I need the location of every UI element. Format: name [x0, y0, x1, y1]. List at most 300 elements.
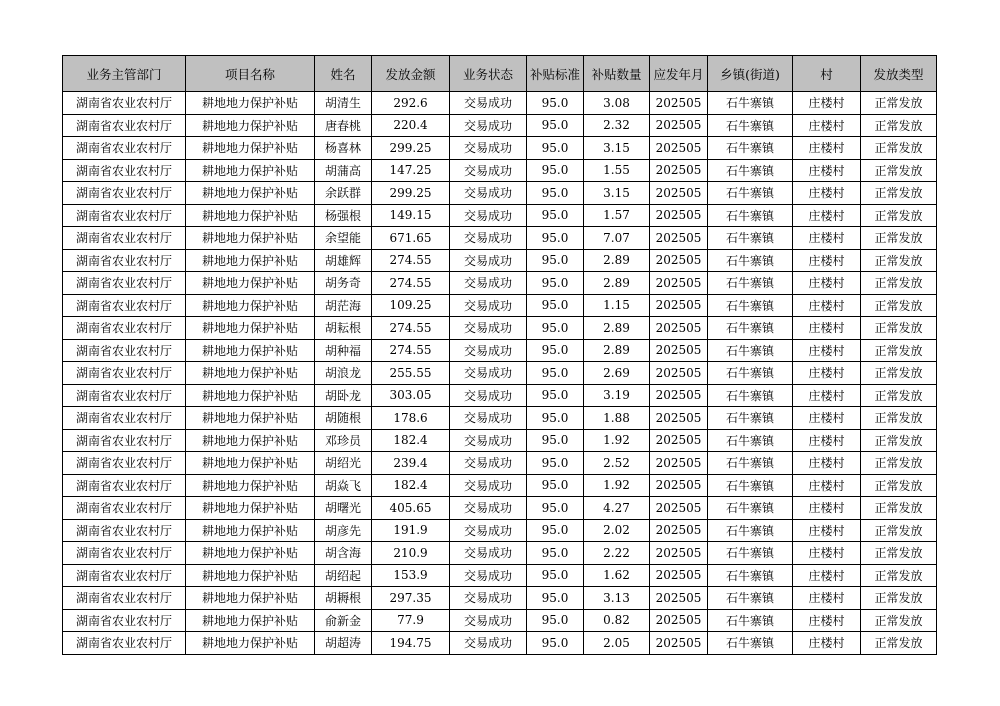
cell-township: 石牛寨镇 — [708, 317, 793, 340]
cell-quantity: 2.89 — [584, 272, 650, 295]
cell-quantity: 2.05 — [584, 632, 650, 655]
cell-standard: 95.0 — [527, 564, 584, 587]
cell-payment-type: 正常发放 — [861, 227, 937, 250]
table-row — [63, 204, 937, 227]
cell-payment-type: 正常发放 — [861, 272, 937, 295]
cell-standard: 95.0 — [527, 407, 584, 430]
table-row — [63, 294, 937, 317]
cell-project-name: 耕地地力保护补贴 — [186, 182, 315, 205]
cell-payment-type: 正常发放 — [861, 609, 937, 632]
column-header-project-name: 项目名称 — [186, 56, 315, 92]
column-header-status: 业务状态 — [450, 56, 527, 92]
column-header-standard: 补贴标准 — [527, 56, 584, 92]
cell-pay-month: 202505 — [650, 114, 708, 137]
cell-department: 湖南省农业农村厅 — [63, 564, 186, 587]
cell-quantity: 1.92 — [584, 474, 650, 497]
cell-amount: 210.9 — [372, 542, 450, 565]
cell-standard: 95.0 — [527, 609, 584, 632]
cell-status: 交易成功 — [450, 137, 527, 160]
cell-amount: 274.55 — [372, 272, 450, 295]
cell-name: 胡蒲高 — [315, 159, 372, 182]
cell-payment-type: 正常发放 — [861, 452, 937, 475]
cell-pay-month: 202505 — [650, 182, 708, 205]
cell-township: 石牛寨镇 — [708, 407, 793, 430]
cell-department: 湖南省农业农村厅 — [63, 609, 186, 632]
cell-department: 湖南省农业农村厅 — [63, 159, 186, 182]
cell-status: 交易成功 — [450, 159, 527, 182]
cell-township: 石牛寨镇 — [708, 542, 793, 565]
table-row — [63, 182, 937, 205]
cell-standard: 95.0 — [527, 339, 584, 362]
cell-payment-type: 正常发放 — [861, 362, 937, 385]
cell-status: 交易成功 — [450, 294, 527, 317]
cell-quantity: 2.89 — [584, 317, 650, 340]
cell-quantity: 2.32 — [584, 114, 650, 137]
cell-department: 湖南省农业农村厅 — [63, 407, 186, 430]
cell-department: 湖南省农业农村厅 — [63, 542, 186, 565]
cell-project-name: 耕地地力保护补贴 — [186, 339, 315, 362]
cell-project-name: 耕地地力保护补贴 — [186, 92, 315, 115]
cell-quantity: 2.69 — [584, 362, 650, 385]
cell-payment-type: 正常发放 — [861, 429, 937, 452]
table-row — [63, 272, 937, 295]
cell-village: 庄楼村 — [793, 339, 861, 362]
cell-payment-type: 正常发放 — [861, 564, 937, 587]
cell-department: 湖南省农业农村厅 — [63, 272, 186, 295]
cell-name: 胡耨根 — [315, 587, 372, 610]
cell-quantity: 3.13 — [584, 587, 650, 610]
cell-amount: 239.4 — [372, 452, 450, 475]
cell-quantity: 4.27 — [584, 497, 650, 520]
cell-standard: 95.0 — [527, 362, 584, 385]
cell-township: 石牛寨镇 — [708, 204, 793, 227]
cell-township: 石牛寨镇 — [708, 632, 793, 655]
cell-project-name: 耕地地力保护补贴 — [186, 159, 315, 182]
table-row — [63, 92, 937, 115]
cell-quantity: 7.07 — [584, 227, 650, 250]
cell-status: 交易成功 — [450, 609, 527, 632]
cell-village: 庄楼村 — [793, 362, 861, 385]
cell-village: 庄楼村 — [793, 474, 861, 497]
cell-village: 庄楼村 — [793, 497, 861, 520]
table-row — [63, 317, 937, 340]
cell-township: 石牛寨镇 — [708, 384, 793, 407]
cell-name: 杨喜林 — [315, 137, 372, 160]
cell-quantity: 1.15 — [584, 294, 650, 317]
cell-village: 庄楼村 — [793, 92, 861, 115]
cell-amount: 303.05 — [372, 384, 450, 407]
cell-project-name: 耕地地力保护补贴 — [186, 249, 315, 272]
cell-standard: 95.0 — [527, 294, 584, 317]
cell-village: 庄楼村 — [793, 182, 861, 205]
cell-department: 湖南省农业农村厅 — [63, 294, 186, 317]
cell-standard: 95.0 — [527, 474, 584, 497]
cell-standard: 95.0 — [527, 587, 584, 610]
cell-township: 石牛寨镇 — [708, 339, 793, 362]
table-row — [63, 564, 937, 587]
cell-pay-month: 202505 — [650, 362, 708, 385]
column-header-pay-month: 应发年月 — [650, 56, 708, 92]
cell-project-name: 耕地地力保护补贴 — [186, 114, 315, 137]
cell-status: 交易成功 — [450, 452, 527, 475]
cell-name: 胡绍起 — [315, 564, 372, 587]
cell-village: 庄楼村 — [793, 384, 861, 407]
cell-pay-month: 202505 — [650, 632, 708, 655]
cell-status: 交易成功 — [450, 632, 527, 655]
cell-status: 交易成功 — [450, 182, 527, 205]
cell-project-name: 耕地地力保护补贴 — [186, 317, 315, 340]
cell-township: 石牛寨镇 — [708, 609, 793, 632]
cell-township: 石牛寨镇 — [708, 227, 793, 250]
cell-amount: 147.25 — [372, 159, 450, 182]
table-row — [63, 542, 937, 565]
cell-pay-month: 202505 — [650, 92, 708, 115]
cell-township: 石牛寨镇 — [708, 452, 793, 475]
table-row — [63, 249, 937, 272]
cell-standard: 95.0 — [527, 227, 584, 250]
cell-pay-month: 202505 — [650, 137, 708, 160]
cell-payment-type: 正常发放 — [861, 519, 937, 542]
cell-amount: 274.55 — [372, 249, 450, 272]
table-row — [63, 362, 937, 385]
cell-village: 庄楼村 — [793, 429, 861, 452]
cell-township: 石牛寨镇 — [708, 497, 793, 520]
cell-payment-type: 正常发放 — [861, 384, 937, 407]
cell-village: 庄楼村 — [793, 294, 861, 317]
table-row — [63, 587, 937, 610]
cell-standard: 95.0 — [527, 92, 584, 115]
cell-amount: 299.25 — [372, 182, 450, 205]
cell-project-name: 耕地地力保护补贴 — [186, 272, 315, 295]
cell-standard: 95.0 — [527, 632, 584, 655]
column-header-name: 姓名 — [315, 56, 372, 92]
table-row — [63, 632, 937, 655]
cell-pay-month: 202505 — [650, 452, 708, 475]
cell-name: 俞新金 — [315, 609, 372, 632]
cell-village: 庄楼村 — [793, 272, 861, 295]
table-row — [63, 137, 937, 160]
cell-quantity: 2.22 — [584, 542, 650, 565]
cell-department: 湖南省农业农村厅 — [63, 452, 186, 475]
cell-payment-type: 正常发放 — [861, 587, 937, 610]
cell-department: 湖南省农业农村厅 — [63, 497, 186, 520]
cell-name: 胡耘根 — [315, 317, 372, 340]
cell-village: 庄楼村 — [793, 519, 861, 542]
table-row — [63, 519, 937, 542]
cell-township: 石牛寨镇 — [708, 294, 793, 317]
cell-name: 胡茫海 — [315, 294, 372, 317]
cell-name: 余望能 — [315, 227, 372, 250]
table-row — [63, 497, 937, 520]
cell-village: 庄楼村 — [793, 317, 861, 340]
table-row — [63, 474, 937, 497]
cell-status: 交易成功 — [450, 519, 527, 542]
cell-project-name: 耕地地力保护补贴 — [186, 474, 315, 497]
cell-project-name: 耕地地力保护补贴 — [186, 204, 315, 227]
cell-amount: 299.25 — [372, 137, 450, 160]
cell-amount: 182.4 — [372, 429, 450, 452]
cell-payment-type: 正常发放 — [861, 182, 937, 205]
cell-quantity: 3.19 — [584, 384, 650, 407]
cell-name: 胡焱飞 — [315, 474, 372, 497]
table-row — [63, 429, 937, 452]
cell-standard: 95.0 — [527, 542, 584, 565]
cell-amount: 109.25 — [372, 294, 450, 317]
cell-pay-month: 202505 — [650, 474, 708, 497]
cell-quantity: 1.88 — [584, 407, 650, 430]
cell-project-name: 耕地地力保护补贴 — [186, 407, 315, 430]
cell-department: 湖南省农业农村厅 — [63, 249, 186, 272]
cell-amount: 153.9 — [372, 564, 450, 587]
cell-project-name: 耕地地力保护补贴 — [186, 519, 315, 542]
cell-quantity: 3.15 — [584, 137, 650, 160]
cell-status: 交易成功 — [450, 272, 527, 295]
cell-name: 胡曙光 — [315, 497, 372, 520]
cell-project-name: 耕地地力保护补贴 — [186, 497, 315, 520]
cell-department: 湖南省农业农村厅 — [63, 227, 186, 250]
cell-village: 庄楼村 — [793, 249, 861, 272]
table-body — [63, 92, 937, 655]
cell-name: 胡含海 — [315, 542, 372, 565]
cell-village: 庄楼村 — [793, 407, 861, 430]
cell-status: 交易成功 — [450, 564, 527, 587]
cell-name: 胡务奇 — [315, 272, 372, 295]
cell-village: 庄楼村 — [793, 159, 861, 182]
cell-standard: 95.0 — [527, 317, 584, 340]
cell-amount: 297.35 — [372, 587, 450, 610]
cell-pay-month: 202505 — [650, 339, 708, 362]
cell-quantity: 2.89 — [584, 339, 650, 362]
cell-pay-month: 202505 — [650, 587, 708, 610]
cell-payment-type: 正常发放 — [861, 542, 937, 565]
cell-pay-month: 202505 — [650, 272, 708, 295]
cell-project-name: 耕地地力保护补贴 — [186, 429, 315, 452]
cell-township: 石牛寨镇 — [708, 429, 793, 452]
subsidy-table-container — [62, 55, 937, 655]
cell-township: 石牛寨镇 — [708, 519, 793, 542]
cell-name: 胡雄辉 — [315, 249, 372, 272]
cell-name: 胡超涛 — [315, 632, 372, 655]
cell-amount: 178.6 — [372, 407, 450, 430]
cell-project-name: 耕地地力保护补贴 — [186, 384, 315, 407]
cell-township: 石牛寨镇 — [708, 114, 793, 137]
cell-pay-month: 202505 — [650, 159, 708, 182]
cell-standard: 95.0 — [527, 429, 584, 452]
cell-status: 交易成功 — [450, 384, 527, 407]
column-header-payment-type: 发放类型 — [861, 56, 937, 92]
cell-department: 湖南省农业农村厅 — [63, 339, 186, 362]
cell-standard: 95.0 — [527, 114, 584, 137]
cell-name: 胡绍光 — [315, 452, 372, 475]
cell-name: 胡清生 — [315, 92, 372, 115]
cell-township: 石牛寨镇 — [708, 564, 793, 587]
cell-project-name: 耕地地力保护补贴 — [186, 452, 315, 475]
cell-project-name: 耕地地力保护补贴 — [186, 294, 315, 317]
cell-department: 湖南省农业农村厅 — [63, 519, 186, 542]
cell-status: 交易成功 — [450, 587, 527, 610]
cell-department: 湖南省农业农村厅 — [63, 92, 186, 115]
cell-township: 石牛寨镇 — [708, 272, 793, 295]
cell-status: 交易成功 — [450, 429, 527, 452]
cell-standard: 95.0 — [527, 384, 584, 407]
cell-quantity: 1.62 — [584, 564, 650, 587]
cell-status: 交易成功 — [450, 497, 527, 520]
cell-village: 庄楼村 — [793, 587, 861, 610]
cell-status: 交易成功 — [450, 407, 527, 430]
cell-department: 湖南省农业农村厅 — [63, 362, 186, 385]
cell-pay-month: 202505 — [650, 204, 708, 227]
table-row — [63, 452, 937, 475]
cell-standard: 95.0 — [527, 452, 584, 475]
cell-status: 交易成功 — [450, 92, 527, 115]
cell-payment-type: 正常发放 — [861, 474, 937, 497]
cell-amount: 671.65 — [372, 227, 450, 250]
cell-payment-type: 正常发放 — [861, 294, 937, 317]
cell-amount: 191.9 — [372, 519, 450, 542]
cell-village: 庄楼村 — [793, 452, 861, 475]
cell-standard: 95.0 — [527, 519, 584, 542]
cell-pay-month: 202505 — [650, 407, 708, 430]
cell-standard: 95.0 — [527, 159, 584, 182]
cell-amount: 77.9 — [372, 609, 450, 632]
cell-quantity: 2.02 — [584, 519, 650, 542]
cell-village: 庄楼村 — [793, 227, 861, 250]
cell-payment-type: 正常发放 — [861, 497, 937, 520]
cell-standard: 95.0 — [527, 249, 584, 272]
cell-township: 石牛寨镇 — [708, 159, 793, 182]
cell-department: 湖南省农业农村厅 — [63, 317, 186, 340]
cell-payment-type: 正常发放 — [861, 137, 937, 160]
table-row — [63, 339, 937, 362]
cell-township: 石牛寨镇 — [708, 182, 793, 205]
table-row — [63, 227, 937, 250]
cell-pay-month: 202505 — [650, 294, 708, 317]
cell-name: 胡随根 — [315, 407, 372, 430]
cell-standard: 95.0 — [527, 272, 584, 295]
cell-quantity: 3.08 — [584, 92, 650, 115]
cell-payment-type: 正常发放 — [861, 249, 937, 272]
cell-pay-month: 202505 — [650, 497, 708, 520]
cell-amount: 274.55 — [372, 317, 450, 340]
cell-department: 湖南省农业农村厅 — [63, 384, 186, 407]
cell-department: 湖南省农业农村厅 — [63, 204, 186, 227]
cell-amount: 182.4 — [372, 474, 450, 497]
cell-village: 庄楼村 — [793, 542, 861, 565]
cell-quantity: 0.82 — [584, 609, 650, 632]
cell-standard: 95.0 — [527, 182, 584, 205]
cell-township: 石牛寨镇 — [708, 137, 793, 160]
cell-payment-type: 正常发放 — [861, 92, 937, 115]
cell-village: 庄楼村 — [793, 609, 861, 632]
cell-project-name: 耕地地力保护补贴 — [186, 632, 315, 655]
cell-pay-month: 202505 — [650, 564, 708, 587]
cell-status: 交易成功 — [450, 114, 527, 137]
cell-department: 湖南省农业农村厅 — [63, 587, 186, 610]
cell-pay-month: 202505 — [650, 384, 708, 407]
cell-quantity: 2.89 — [584, 249, 650, 272]
cell-name: 杨强根 — [315, 204, 372, 227]
cell-village: 庄楼村 — [793, 204, 861, 227]
cell-status: 交易成功 — [450, 542, 527, 565]
table-row — [63, 114, 937, 137]
column-header-amount: 发放金额 — [372, 56, 450, 92]
cell-amount: 149.15 — [372, 204, 450, 227]
cell-payment-type: 正常发放 — [861, 114, 937, 137]
cell-project-name: 耕地地力保护补贴 — [186, 362, 315, 385]
cell-village: 庄楼村 — [793, 564, 861, 587]
cell-payment-type: 正常发放 — [861, 204, 937, 227]
cell-status: 交易成功 — [450, 339, 527, 362]
cell-status: 交易成功 — [450, 317, 527, 340]
cell-pay-month: 202505 — [650, 542, 708, 565]
cell-village: 庄楼村 — [793, 632, 861, 655]
cell-quantity: 1.92 — [584, 429, 650, 452]
cell-project-name: 耕地地力保护补贴 — [186, 587, 315, 610]
cell-name: 余跃群 — [315, 182, 372, 205]
cell-payment-type: 正常发放 — [861, 407, 937, 430]
cell-name: 胡彦先 — [315, 519, 372, 542]
cell-name: 唐春桃 — [315, 114, 372, 137]
cell-department: 湖南省农业农村厅 — [63, 474, 186, 497]
column-header-quantity: 补贴数量 — [584, 56, 650, 92]
cell-department: 湖南省农业农村厅 — [63, 429, 186, 452]
cell-pay-month: 202505 — [650, 429, 708, 452]
cell-name: 胡卧龙 — [315, 384, 372, 407]
cell-township: 石牛寨镇 — [708, 249, 793, 272]
cell-status: 交易成功 — [450, 227, 527, 250]
cell-project-name: 耕地地力保护补贴 — [186, 227, 315, 250]
header-row — [63, 56, 937, 92]
column-header-village: 村 — [793, 56, 861, 92]
cell-quantity: 2.52 — [584, 452, 650, 475]
cell-name: 邓珍员 — [315, 429, 372, 452]
cell-department: 湖南省农业农村厅 — [63, 137, 186, 160]
cell-payment-type: 正常发放 — [861, 159, 937, 182]
cell-pay-month: 202505 — [650, 317, 708, 340]
cell-amount: 220.4 — [372, 114, 450, 137]
cell-project-name: 耕地地力保护补贴 — [186, 564, 315, 587]
cell-pay-month: 202505 — [650, 609, 708, 632]
cell-payment-type: 正常发放 — [861, 339, 937, 362]
cell-amount: 194.75 — [372, 632, 450, 655]
cell-amount: 255.55 — [372, 362, 450, 385]
subsidy-table — [62, 55, 937, 655]
table-row — [63, 407, 937, 430]
cell-status: 交易成功 — [450, 204, 527, 227]
cell-department: 湖南省农业农村厅 — [63, 114, 186, 137]
cell-department: 湖南省农业农村厅 — [63, 632, 186, 655]
cell-quantity: 1.55 — [584, 159, 650, 182]
cell-amount: 405.65 — [372, 497, 450, 520]
cell-township: 石牛寨镇 — [708, 362, 793, 385]
cell-amount: 274.55 — [372, 339, 450, 362]
cell-project-name: 耕地地力保护补贴 — [186, 609, 315, 632]
cell-village: 庄楼村 — [793, 114, 861, 137]
table-row — [63, 609, 937, 632]
cell-department: 湖南省农业农村厅 — [63, 182, 186, 205]
cell-standard: 95.0 — [527, 137, 584, 160]
cell-payment-type: 正常发放 — [861, 317, 937, 340]
cell-pay-month: 202505 — [650, 519, 708, 542]
cell-status: 交易成功 — [450, 362, 527, 385]
cell-name: 胡种福 — [315, 339, 372, 362]
cell-name: 胡浪龙 — [315, 362, 372, 385]
cell-status: 交易成功 — [450, 474, 527, 497]
cell-township: 石牛寨镇 — [708, 474, 793, 497]
table-row — [63, 159, 937, 182]
cell-pay-month: 202505 — [650, 227, 708, 250]
cell-project-name: 耕地地力保护补贴 — [186, 542, 315, 565]
